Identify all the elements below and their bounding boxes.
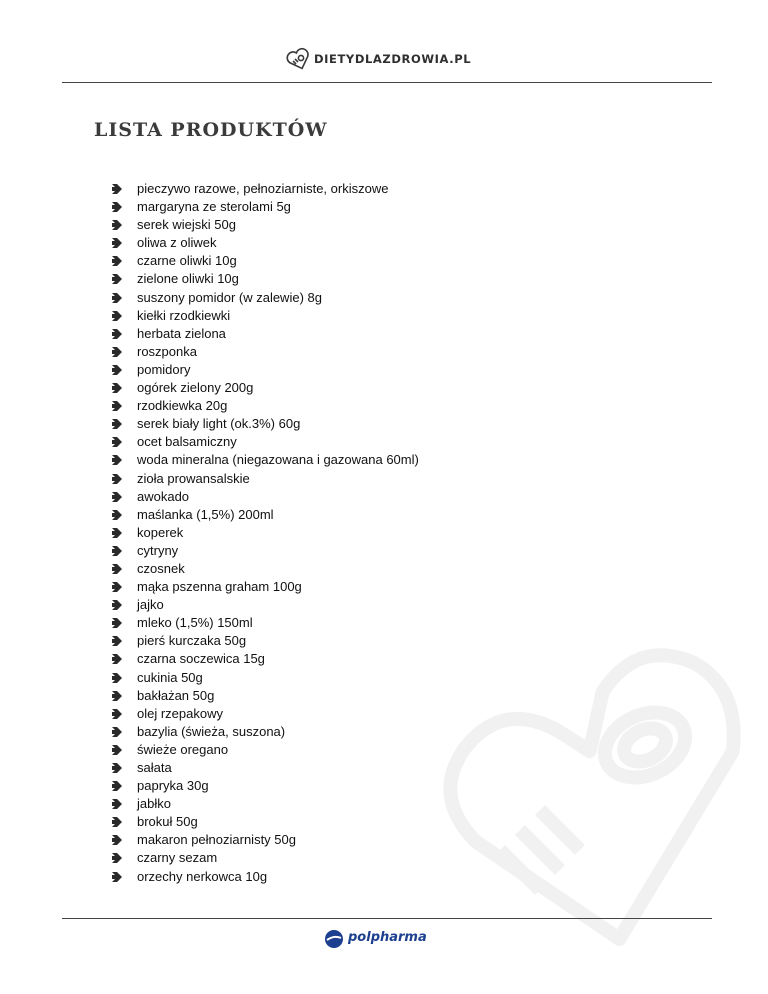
- list-item-label: pieczywo razowe, pełnoziarniste, orkiszowe: [137, 181, 389, 196]
- arrow-bullet-icon: [111, 201, 123, 213]
- arrow-bullet-icon: [111, 653, 123, 665]
- header: [0, 44, 768, 78]
- list-item-label: czarny sezam: [137, 850, 218, 866]
- top-divider: [62, 82, 712, 83]
- arrow-bullet-icon: [111, 708, 123, 720]
- list-item: [111, 307, 419, 325]
- arrow-bullet-icon: [111, 273, 123, 285]
- list-item-label: bazylia (świeża, suszona): [137, 723, 286, 739]
- arrow-bullet-icon: [111, 237, 123, 249]
- list-item: [111, 325, 419, 343]
- arrow-bullet-icon: [111, 581, 123, 593]
- list-item: [111, 216, 419, 234]
- arrow-bullet-icon: [111, 491, 123, 503]
- arrow-bullet-icon: [111, 617, 123, 629]
- arrow-bullet-icon: [111, 672, 123, 684]
- arrow-bullet-icon: [111, 563, 123, 575]
- list-item-label: awokado: [137, 488, 190, 504]
- list-item: [111, 180, 419, 198]
- list-item-label: czosnek: [137, 560, 185, 576]
- list-item: [111, 596, 419, 614]
- polpharma-logo-icon: [324, 929, 344, 949]
- list-item: [111, 813, 419, 831]
- list-item-label: zioła prowansalskie: [137, 470, 250, 486]
- arrow-bullet-icon: [111, 744, 123, 756]
- list-item: [111, 669, 419, 687]
- arrow-bullet-icon: [111, 816, 123, 828]
- list-item-label: roszponka: [137, 343, 197, 359]
- page-title: LISTA PRODUKTÓW: [94, 119, 328, 141]
- list-item-label: mąka pszenna graham 100g: [137, 579, 302, 595]
- list-item-label: maślanka (1,5%) 200ml: [137, 506, 274, 522]
- list-item: [111, 451, 419, 469]
- arrow-bullet-icon: [111, 219, 123, 231]
- list-item: [111, 831, 419, 849]
- arrow-bullet-icon: [111, 599, 123, 611]
- arrow-bullet-icon: [111, 328, 123, 340]
- list-item: [111, 650, 419, 668]
- list-item-label: herbata zielona: [137, 325, 226, 341]
- list-item-label: orzechy nerkowca 10g: [137, 868, 268, 884]
- arrow-bullet-icon: [111, 527, 123, 539]
- list-item: [111, 777, 419, 795]
- list-item-label: mleko (1,5%) 150ml: [137, 615, 253, 631]
- list-item: [111, 270, 419, 288]
- list-item: [111, 578, 419, 596]
- list-item: [111, 252, 419, 270]
- list-item-label: olej rzepakowy: [137, 705, 223, 721]
- list-item: [111, 687, 419, 705]
- arrow-bullet-icon: [111, 852, 123, 864]
- list-item: [111, 849, 419, 867]
- list-item: [111, 741, 419, 759]
- list-item: [111, 488, 419, 506]
- list-item-label: serek wiejski 50g: [137, 217, 236, 233]
- list-item: [111, 868, 419, 886]
- list-item: [111, 470, 419, 488]
- product-list: [111, 180, 419, 886]
- arrow-bullet-icon: [111, 364, 123, 376]
- arrow-bullet-icon: [111, 183, 123, 195]
- list-item: [111, 415, 419, 433]
- arrow-bullet-icon: [111, 871, 123, 883]
- arrow-bullet-icon: [111, 726, 123, 738]
- list-item: [111, 506, 419, 524]
- list-item-label: woda mineralna (niegazowana i gazowana 60ml): [137, 452, 419, 468]
- list-item: [111, 289, 419, 307]
- footer-brand: polpharma: [348, 930, 427, 945]
- list-item: [111, 542, 419, 560]
- arrow-bullet-icon: [111, 635, 123, 647]
- list-item-label: świeże oregano: [137, 741, 229, 757]
- list-item: [111, 198, 419, 216]
- list-item: [111, 723, 419, 741]
- list-item: [111, 433, 419, 451]
- list-item: [111, 759, 419, 777]
- list-item-label: makaron pełnoziarnisty 50g: [137, 832, 296, 848]
- list-item-label: serek biały light (ok.3%) 60g: [137, 416, 301, 432]
- arrow-bullet-icon: [111, 690, 123, 702]
- arrow-bullet-icon: [111, 346, 123, 358]
- heart-watermark-icon: [440, 640, 760, 950]
- list-item-label: pomidory: [137, 361, 191, 377]
- arrow-bullet-icon: [111, 292, 123, 304]
- bottom-divider: [62, 918, 712, 919]
- list-item-label: margaryna ze sterolami 5g: [137, 199, 291, 215]
- heart-logo-icon: [286, 46, 312, 72]
- list-item-label: cukinia 50g: [137, 669, 203, 685]
- list-item: [111, 361, 419, 379]
- arrow-bullet-icon: [111, 454, 123, 466]
- arrow-bullet-icon: [111, 310, 123, 322]
- list-item-label: pierś kurczaka 50g: [137, 633, 247, 649]
- list-item: [111, 343, 419, 361]
- arrow-bullet-icon: [111, 382, 123, 394]
- list-item: [111, 524, 419, 542]
- arrow-bullet-icon: [111, 545, 123, 557]
- list-item: [111, 379, 419, 397]
- list-item-label: czarna soczewica 15g: [137, 651, 265, 667]
- list-item: [111, 560, 419, 578]
- list-item-label: jabłko: [137, 796, 171, 812]
- list-item-label: cytryny: [137, 542, 179, 558]
- list-item: [111, 397, 419, 415]
- list-item-label: papryka 30g: [137, 778, 209, 794]
- list-item-label: kiełki rzodkiewki: [137, 307, 231, 323]
- list-item: [111, 234, 419, 252]
- arrow-bullet-icon: [111, 780, 123, 792]
- arrow-bullet-icon: [111, 834, 123, 846]
- list-item-label: czarne oliwki 10g: [137, 253, 237, 269]
- list-item: [111, 705, 419, 723]
- list-item-label: jajko: [137, 597, 164, 613]
- list-item-label: ocet balsamiczny: [137, 434, 237, 450]
- list-item: [111, 614, 419, 632]
- arrow-bullet-icon: [111, 762, 123, 774]
- arrow-bullet-icon: [111, 255, 123, 267]
- arrow-bullet-icon: [111, 436, 123, 448]
- list-item-label: ogórek zielony 200g: [137, 380, 254, 396]
- list-item-label: rzodkiewka 20g: [137, 398, 228, 414]
- list-item-label: brokuł 50g: [137, 814, 198, 830]
- list-item-label: koperek: [137, 524, 184, 540]
- list-item-label: oliwa z oliwek: [137, 235, 217, 251]
- arrow-bullet-icon: [111, 473, 123, 485]
- arrow-bullet-icon: [111, 418, 123, 430]
- list-item-label: sałata: [137, 760, 172, 775]
- arrow-bullet-icon: [111, 798, 123, 810]
- arrow-bullet-icon: [111, 509, 123, 521]
- list-item-label: suszony pomidor (w zalewie) 8g: [137, 289, 322, 305]
- arrow-bullet-icon: [111, 400, 123, 412]
- list-item: [111, 795, 419, 813]
- list-item: [111, 632, 419, 650]
- list-item-label: zielone oliwki 10g: [137, 271, 239, 287]
- list-item-label: bakłażan 50g: [137, 687, 215, 703]
- footer-logo: [324, 928, 444, 952]
- site-logo-text: DIETYDLAZDROWIA.PL: [314, 52, 472, 66]
